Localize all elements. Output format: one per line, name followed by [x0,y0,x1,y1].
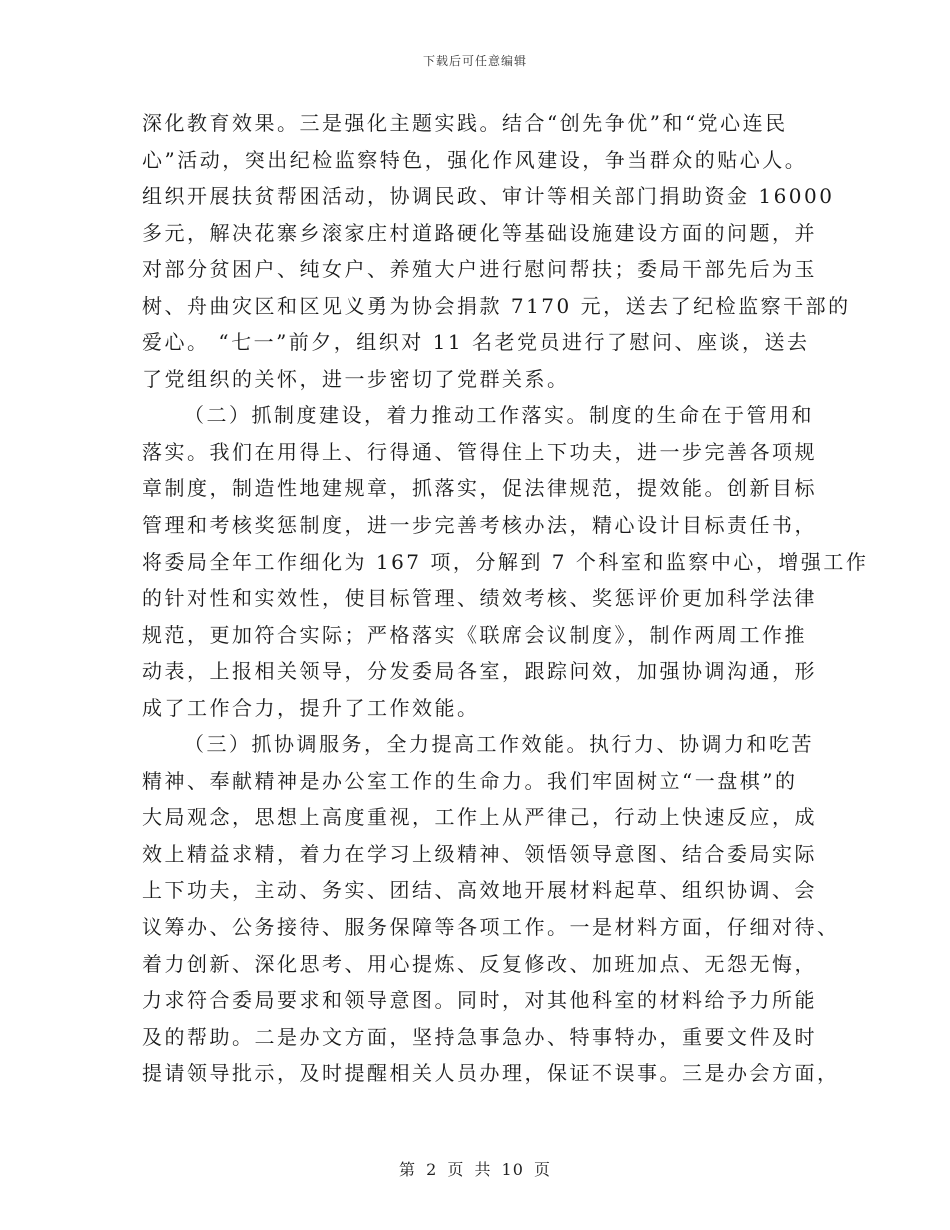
text-line: 深化教育效果。三是强化主题实践。结合“创先争优”和“党心连民 [142,111,788,135]
text-line: 规范，更加符合实际；严格落实《联席会议制度》，制作两周工作推 [142,622,807,647]
text-line: 心”活动，突出纪检监察特色，强化作风建设，争当群众的贴心人。 [142,147,808,172]
text-line: 将委局全年工作细化为 167 项，分解到 7 个科室和监察中心，增强工作 [142,549,869,574]
text-line: 成了工作合力，提升了工作效能。 [142,695,480,720]
text-line: 议筹办、公务接待、服务保障等各项工作。一是材料方面，仔细对待、 [142,915,840,940]
text-line: 对部分贫困户、纯女户、养殖大户进行慰问帮扶；委局干部先后为玉 [142,257,817,282]
text-line: 了党组织的关怀，进一步密切了党群关系。 [142,366,570,391]
text-line: 提请领导批示，及时提醒相关人员办理，保证不误事。三是办会方面， [142,1061,840,1086]
text-line: 树、舟曲灾区和区见义勇为协会捐款 7170 元，送去了纪检监察干部的 [142,293,851,318]
text-line: 爱心。 “七一”前夕，组织对 11 名老党员进行了慰问、座谈，送去 [142,330,810,355]
text-line: 力求符合委局要求和领导意图。同时，对其他科室的材料给予力所能 [142,988,817,1013]
document-body [142,105,869,1092]
text-line: 动表，上报相关领导，分发委局各室，跟踪问效，加强协调沟通，形 [142,659,817,684]
text-line: 着力创新、深化思考、用心提炼、反复修改、加班加点、无怨无悔， [142,951,817,976]
text-line: 上下功夫，主动、务实、团结、高效地开展材料起草、组织协调、会 [142,878,817,903]
text-line: 大局观念，思想上高度重视，工作上从严律己，行动上快速反应，成 [142,805,817,830]
paragraph-start-line: （三）抓协调服务，全力提高工作效能。执行力、协调力和吃苦 [184,732,814,757]
text-line: 精神、奉献精神是办公室工作的生命力。我们牢固树立“一盘棋”的 [142,768,798,793]
page-header-note: 下载后可任意编辑 [422,54,527,68]
text-line: 章制度，制造性地建规章，抓落实，促法律规范，提效能。创新目标 [142,476,817,501]
text-line: 的针对性和实效性，使目标管理、绩效考核、奖惩评价更加科学法律 [142,586,817,611]
text-line: 效上精益求精，着力在学习上级精神、领悟领导意图、结合委局实际 [142,841,817,866]
text-line: 及的帮助。二是办文方面，坚持急事急办、特事特办，重要文件及时 [142,1024,817,1049]
text-line: 管理和考核奖惩制度，进一步完善考核办法，精心设计目标责任书， [142,513,817,538]
text-line: 组织开展扶贫帮困活动，协调民政、审计等相关部门捐助资金 16000 [142,184,835,209]
text-line: 落实。我们在用得上、行得通、管得住上下功夫，进一步完善各项规 [142,439,817,464]
text-line: 多元，解决花寨乡滚家庄村道路硬化等基础设施建设方面的问题，并 [142,220,817,245]
page-number-footer: 第 2 页 共 10 页 [399,1160,551,1179]
paragraph-start-line: （二）抓制度建设，着力推动工作落实。制度的生命在于管用和 [184,403,814,428]
